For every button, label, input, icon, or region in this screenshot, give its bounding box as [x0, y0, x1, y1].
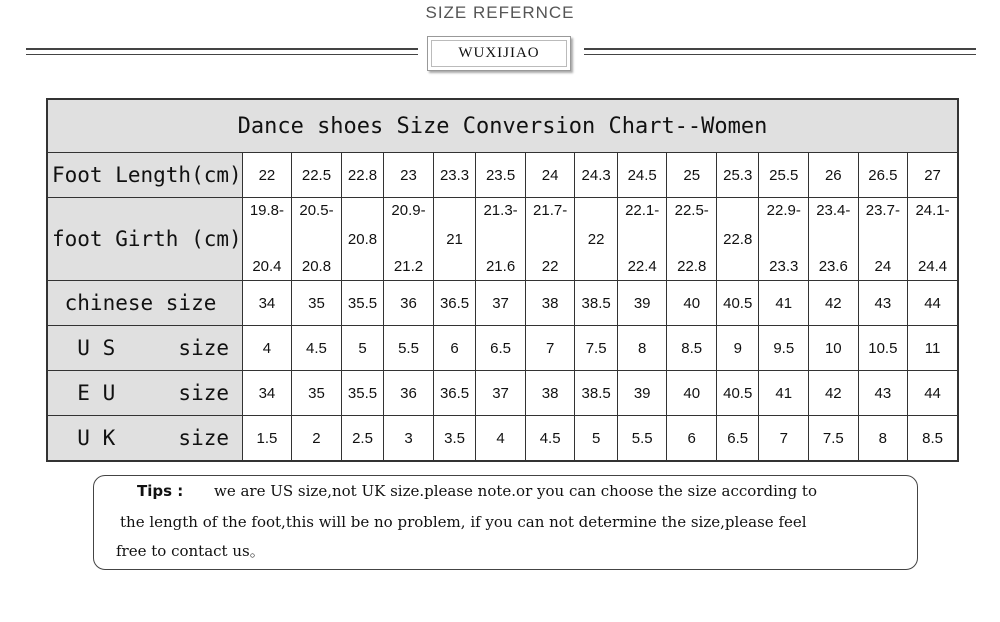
row-label: E U size [47, 371, 242, 416]
size-cell: 44 [908, 371, 958, 416]
size-cell: 38 [525, 371, 575, 416]
size-cell: 6 [667, 416, 717, 462]
size-cell: 5 [575, 416, 618, 462]
girth-range-start: 24.1- [915, 202, 950, 219]
tips-line-2: the length of the foot,this will be no problem, if you can not determine the size,please feel [120, 513, 807, 531]
size-cell: 40.5 [716, 281, 759, 326]
size-cell: 39 [617, 281, 667, 326]
size-cell: 10.5 [858, 326, 908, 371]
size-cell: 8.5 [667, 326, 717, 371]
size-cell: 44 [908, 281, 958, 326]
size-cell: 36 [384, 281, 434, 326]
size-cell: 23.3 [433, 153, 476, 198]
chart-title: Dance shoes Size Conversion Chart--Women [47, 99, 958, 153]
row-label: Foot Length(cm) [47, 153, 242, 198]
size-cell: 38.5 [575, 371, 618, 416]
size-cell: 26.5 [858, 153, 908, 198]
size-cell: 8 [858, 416, 908, 462]
size-cell: 22.5 [292, 153, 342, 198]
size-cell: 23.5 [476, 153, 526, 198]
row-label: chinese size [47, 281, 242, 326]
girth-range-end: 20.4 [252, 258, 282, 275]
size-cell: 5.5 [617, 416, 667, 462]
girth-range-start: 22.9- [766, 202, 801, 219]
size-cell: 4 [476, 416, 526, 462]
size-cell: 36.5 [433, 281, 476, 326]
size-cell [525, 198, 575, 281]
girth-range-end: 24.4 [917, 258, 948, 275]
tips-line-3: free to contact us。 [116, 542, 265, 560]
size-conversion-table [46, 98, 959, 462]
size-cell: 10 [809, 326, 859, 371]
girth-range-start: 20.5- [299, 202, 334, 219]
size-cell: 7 [525, 326, 575, 371]
size-cell: 9.5 [759, 326, 809, 371]
size-cell: 22 [575, 198, 618, 281]
size-cell: 43 [858, 281, 908, 326]
size-cell: 7.5 [575, 326, 618, 371]
size-cell: 35.5 [341, 371, 384, 416]
chinese-size-row [47, 281, 958, 326]
size-cell: 24.3 [575, 153, 618, 198]
size-cell: 7 [759, 416, 809, 462]
girth-range-start: 21.7- [533, 202, 568, 219]
girth-range-end: 24 [874, 258, 892, 275]
size-cell: 4.5 [292, 326, 342, 371]
size-cell: 22.8 [341, 153, 384, 198]
size-cell: 25.5 [759, 153, 809, 198]
size-cell: 36.5 [433, 371, 476, 416]
size-cell [759, 198, 809, 281]
uk-size-row [47, 416, 958, 462]
size-cell [617, 198, 667, 281]
size-cell: 40 [667, 281, 717, 326]
size-cell: 5 [341, 326, 384, 371]
foot-length-row [47, 153, 958, 198]
size-cell: 2.5 [341, 416, 384, 462]
size-cell: 37 [476, 371, 526, 416]
size-cell: 7.5 [809, 416, 859, 462]
foot-girth-row [47, 198, 958, 281]
girth-range-end: 21.6 [485, 258, 516, 275]
size-cell [476, 198, 526, 281]
girth-range-start: 21.3- [483, 202, 518, 219]
size-cell: 42 [809, 371, 859, 416]
size-cell: 26 [809, 153, 859, 198]
size-cell: 36 [384, 371, 434, 416]
size-cell: 4.5 [525, 416, 575, 462]
row-label: U S size [47, 326, 242, 371]
size-cell: 43 [858, 371, 908, 416]
tips-box [93, 475, 918, 570]
size-cell: 6.5 [716, 416, 759, 462]
size-cell: 27 [908, 153, 958, 198]
size-cell: 40 [667, 371, 717, 416]
size-cell: 3.5 [433, 416, 476, 462]
size-cell: 34 [242, 281, 292, 326]
size-cell [858, 198, 908, 281]
tips-label: Tips : [137, 482, 184, 500]
size-cell: 6.5 [476, 326, 526, 371]
size-cell: 2 [292, 416, 342, 462]
size-cell: 6 [433, 326, 476, 371]
size-cell: 23 [384, 153, 434, 198]
size-cell: 24 [525, 153, 575, 198]
girth-range-end: 22 [541, 258, 559, 275]
size-cell: 41 [759, 281, 809, 326]
us-size-row [47, 326, 958, 371]
size-cell: 41 [759, 371, 809, 416]
girth-range-start: 23.7- [865, 202, 900, 219]
size-cell: 38.5 [575, 281, 618, 326]
size-cell: 20.8 [341, 198, 384, 281]
size-cell [242, 198, 292, 281]
size-cell [292, 198, 342, 281]
size-cell: 11 [908, 326, 958, 371]
girth-range-end: 22.8 [677, 258, 707, 275]
size-cell: 38 [525, 281, 575, 326]
girth-range-end: 21.2 [393, 258, 424, 275]
size-cell: 21 [433, 198, 476, 281]
size-cell: 34 [242, 371, 292, 416]
girth-range-start: 20.9- [391, 202, 426, 219]
size-cell [809, 198, 859, 281]
girth-range-end: 20.8 [301, 258, 332, 275]
size-cell [384, 198, 434, 281]
page-title: SIZE REFERNCE [425, 3, 575, 22]
size-cell: 24.5 [617, 153, 667, 198]
girth-range-start: 22.1- [625, 202, 660, 219]
brand-logo: WUXIJIAO [427, 36, 571, 71]
size-cell: 40.5 [716, 371, 759, 416]
size-cell: 3 [384, 416, 434, 462]
eu-size-row [47, 371, 958, 416]
size-cell [667, 198, 717, 281]
size-cell: 22.8 [716, 198, 759, 281]
size-cell: 35 [292, 371, 342, 416]
girth-range-end: 23.3 [769, 258, 799, 275]
size-cell: 42 [809, 281, 859, 326]
girth-range-start: 22.5- [674, 202, 709, 219]
girth-range-end: 22.4 [627, 258, 657, 275]
size-cell: 8.5 [908, 416, 958, 462]
tips-line-1: we are US size,not UK size.please note.or you can choose the size according to [214, 482, 817, 500]
girth-range-end: 23.6 [818, 258, 848, 275]
size-cell: 5.5 [384, 326, 434, 371]
size-cell: 39 [617, 371, 667, 416]
size-cell: 22 [242, 153, 292, 198]
size-cell: 25 [667, 153, 717, 198]
girth-range-start: 19.8- [249, 202, 285, 219]
size-cell: 1.5 [242, 416, 292, 462]
row-label: U K size [47, 416, 242, 462]
size-cell: 35 [292, 281, 342, 326]
size-cell: 37 [476, 281, 526, 326]
row-label: foot Girth (cm) [47, 198, 242, 281]
size-cell: 8 [617, 326, 667, 371]
size-cell: 35.5 [341, 281, 384, 326]
girth-range-start: 23.4- [816, 202, 851, 219]
size-cell: 4 [242, 326, 292, 371]
header-rule-left [26, 48, 418, 55]
size-cell: 25.3 [716, 153, 759, 198]
size-cell: 9 [716, 326, 759, 371]
size-cell [908, 198, 958, 281]
header-rule-right [584, 48, 976, 55]
